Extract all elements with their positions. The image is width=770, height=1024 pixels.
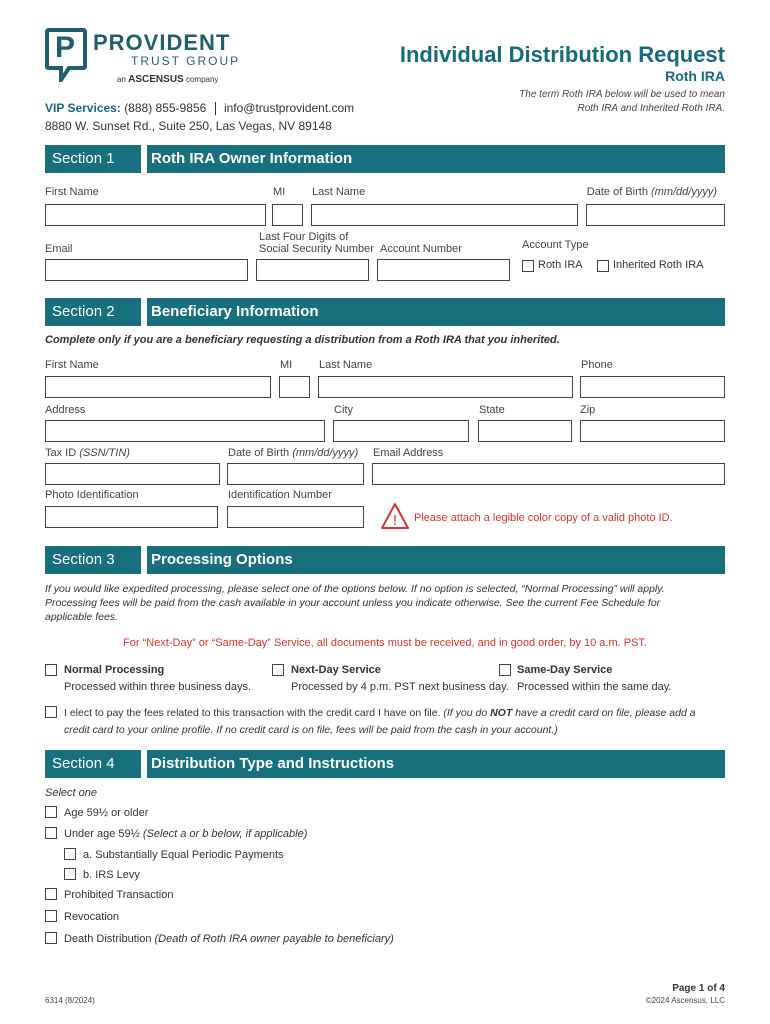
normal-processing-desc: Processed within three business days. (64, 681, 252, 693)
ben-dob-field[interactable] (227, 463, 364, 485)
logo-company: an ASCENSUS company (117, 74, 219, 85)
prohibited-label: Prohibited Transaction (64, 889, 174, 901)
same-day-desc: Processed within the same day. (517, 681, 672, 693)
section2-header (45, 298, 725, 326)
ben-id-number-field[interactable] (227, 506, 364, 528)
owner-last-name-field[interactable] (311, 204, 578, 226)
section4-header (45, 750, 725, 778)
warning-icon (380, 502, 410, 530)
ben-tax-id-label: Tax ID (SSN/TIN) (45, 447, 130, 459)
page-number: Page 1 of 4 (672, 983, 725, 994)
vip-services: VIP Services: (888) 855-9856 info@trustprovident.com (45, 101, 355, 115)
form-title: Individual Distribution Request (399, 42, 725, 67)
next-day-label: Next-Day Service (291, 664, 381, 676)
section1-title: Roth IRA Owner Information (151, 150, 353, 167)
section4-title: Distribution Type and Instructions (151, 755, 395, 772)
sub-a-checkbox[interactable] (64, 848, 76, 860)
logo-letter: P (55, 31, 76, 64)
owner-account-type-label: Account Type (522, 239, 589, 251)
ben-email-field[interactable] (372, 463, 725, 485)
owner-account-number-field[interactable] (377, 259, 510, 281)
ben-first-name-field[interactable] (45, 376, 271, 398)
owner-last-name-label: Last Name (312, 186, 366, 198)
ben-state-field[interactable] (478, 420, 572, 442)
owner-first-name-label: First Name (45, 186, 99, 198)
sub-b-label: b. IRS Levy (83, 869, 140, 881)
same-day-label: Same-Day Service (517, 664, 613, 676)
section2-title: Beneficiary Information (151, 303, 319, 320)
ben-first-name-label: First Name (45, 359, 99, 371)
processing-intro-2: Processing fees will be paid from the cash available in your account unless you indicate otherwise. See the current Fee Schedule for (45, 597, 661, 609)
ben-email-label: Email Address (373, 447, 444, 459)
death-distribution-checkbox[interactable] (45, 932, 57, 944)
ben-mi-label: MI (280, 359, 293, 371)
ben-dob-label: Date of Birth (mm/dd/yyyy) (228, 447, 359, 459)
processing-intro-1: If you would like expedited processing, please select one of the options below. If no option is selected, “Normal Processing” will apply. (45, 583, 665, 595)
select-one-label: Select one (45, 787, 97, 799)
age-over-checkbox[interactable] (45, 806, 57, 818)
ben-zip-field[interactable] (580, 420, 725, 442)
owner-ssn-label-1: Last Four Digits of (259, 231, 349, 243)
company-address: 8880 W. Sunset Rd., Suite 250, Las Vegas, NV 89148 (45, 119, 332, 133)
vip-email[interactable]: info@trustprovident.com (223, 101, 355, 115)
logo-subtitle: TRUST GROUP (131, 54, 241, 68)
owner-email-field[interactable] (45, 259, 248, 281)
ben-city-field[interactable] (333, 420, 469, 442)
logo-name: PROVIDENT (93, 30, 231, 55)
processing-intro-3: applicable fees. (45, 611, 118, 623)
ben-state-label: State (479, 404, 505, 416)
section1-number: Section 1 (52, 150, 115, 167)
section3-header (45, 546, 725, 574)
inherited-roth-ira-checkbox[interactable] (597, 260, 609, 272)
sub-a-label: a. Substantially Equal Periodic Payments (83, 849, 284, 861)
inherited-roth-ira-label: Inherited Roth IRA (613, 259, 704, 271)
prohibited-checkbox[interactable] (45, 888, 57, 900)
age-under-label: Under age 59½ (Select a or b below, if applicable) (64, 828, 308, 840)
ben-address-label: Address (45, 404, 86, 416)
ben-phone-label: Phone (581, 359, 613, 371)
copyright: ©2024 Ascensus, LLC (645, 996, 725, 1005)
logo (45, 28, 275, 84)
ben-city-label: City (334, 404, 353, 416)
section1-header (45, 145, 725, 173)
normal-processing-checkbox[interactable] (45, 664, 57, 676)
svg-text:!: ! (392, 512, 398, 529)
same-day-checkbox[interactable] (499, 664, 511, 676)
owner-account-number-label: Account Number (380, 243, 462, 255)
roth-ira-label: Roth IRA (538, 259, 583, 271)
owner-mi-label: MI (273, 186, 286, 198)
sub-b-checkbox[interactable] (64, 868, 76, 880)
ben-photo-id-label: Photo Identification (45, 489, 139, 501)
header-note-2: Roth IRA and Inherited Roth IRA. (577, 103, 725, 114)
credit-card-fee-text-1: I elect to pay the fees related to this transaction with the credit card I have on file. (If you do NOT have a credit card on file, please add a (64, 707, 696, 719)
credit-card-fee-text-2: credit card to your online profile. If no credit card is on file, fees will be paid from the cash in your account.) (64, 724, 558, 736)
ben-id-number-label: Identification Number (228, 489, 332, 501)
beneficiary-instruction: Complete only if you are a beneficiary requesting a distribution from a Roth IRA that you inherited. (45, 334, 560, 346)
ben-zip-label: Zip (580, 404, 596, 416)
ben-photo-id-field[interactable] (45, 506, 218, 528)
form-subtitle: Roth IRA (665, 68, 725, 84)
owner-ssn-label-2: Social Security Number (259, 243, 374, 255)
credit-card-fee-checkbox[interactable] (45, 706, 57, 718)
owner-dob-field[interactable] (586, 204, 725, 226)
owner-email-label: Email (45, 243, 73, 255)
photo-id-warning: Please attach a legible color copy of a valid photo ID. (414, 512, 673, 524)
death-distribution-label: Death Distribution (Death of Roth IRA owner payable to beneficiary) (64, 933, 394, 945)
owner-mi-field[interactable] (272, 204, 303, 226)
roth-ira-checkbox[interactable] (522, 260, 534, 272)
section2-number: Section 2 (52, 303, 115, 320)
ben-tax-id-field[interactable] (45, 463, 220, 485)
ben-last-name-field[interactable] (318, 376, 573, 398)
age-under-checkbox[interactable] (45, 827, 57, 839)
owner-dob-label: Date of Birth (mm/dd/yyyy) (586, 186, 717, 198)
normal-processing-label: Normal Processing (64, 664, 165, 676)
ben-phone-field[interactable] (580, 376, 725, 398)
next-day-checkbox[interactable] (272, 664, 284, 676)
age-over-label: Age 59½ or older (64, 807, 149, 819)
owner-first-name-field[interactable] (45, 204, 266, 226)
revocation-label: Revocation (64, 911, 120, 923)
ben-last-name-label: Last Name (319, 359, 373, 371)
next-day-desc: Processed by 4 p.m. PST next business day. (291, 681, 509, 693)
vip-phone: (888) 855-9856 (124, 101, 207, 115)
section4-number: Section 4 (52, 755, 115, 772)
processing-notice: For “Next-Day” or “Same-Day” Service, all documents must be received, and in good order, by 10 a.m. PST. (123, 637, 647, 649)
section3-number: Section 3 (52, 551, 115, 568)
owner-ssn-field[interactable] (256, 259, 369, 281)
header-note-1: The term Roth IRA below will be used to mean (519, 89, 725, 100)
section3-title: Processing Options (151, 551, 293, 568)
form-code: 6314 (8/2024) (45, 996, 95, 1005)
revocation-checkbox[interactable] (45, 910, 57, 922)
ben-mi-field[interactable] (279, 376, 310, 398)
ben-address-field[interactable] (45, 420, 325, 442)
